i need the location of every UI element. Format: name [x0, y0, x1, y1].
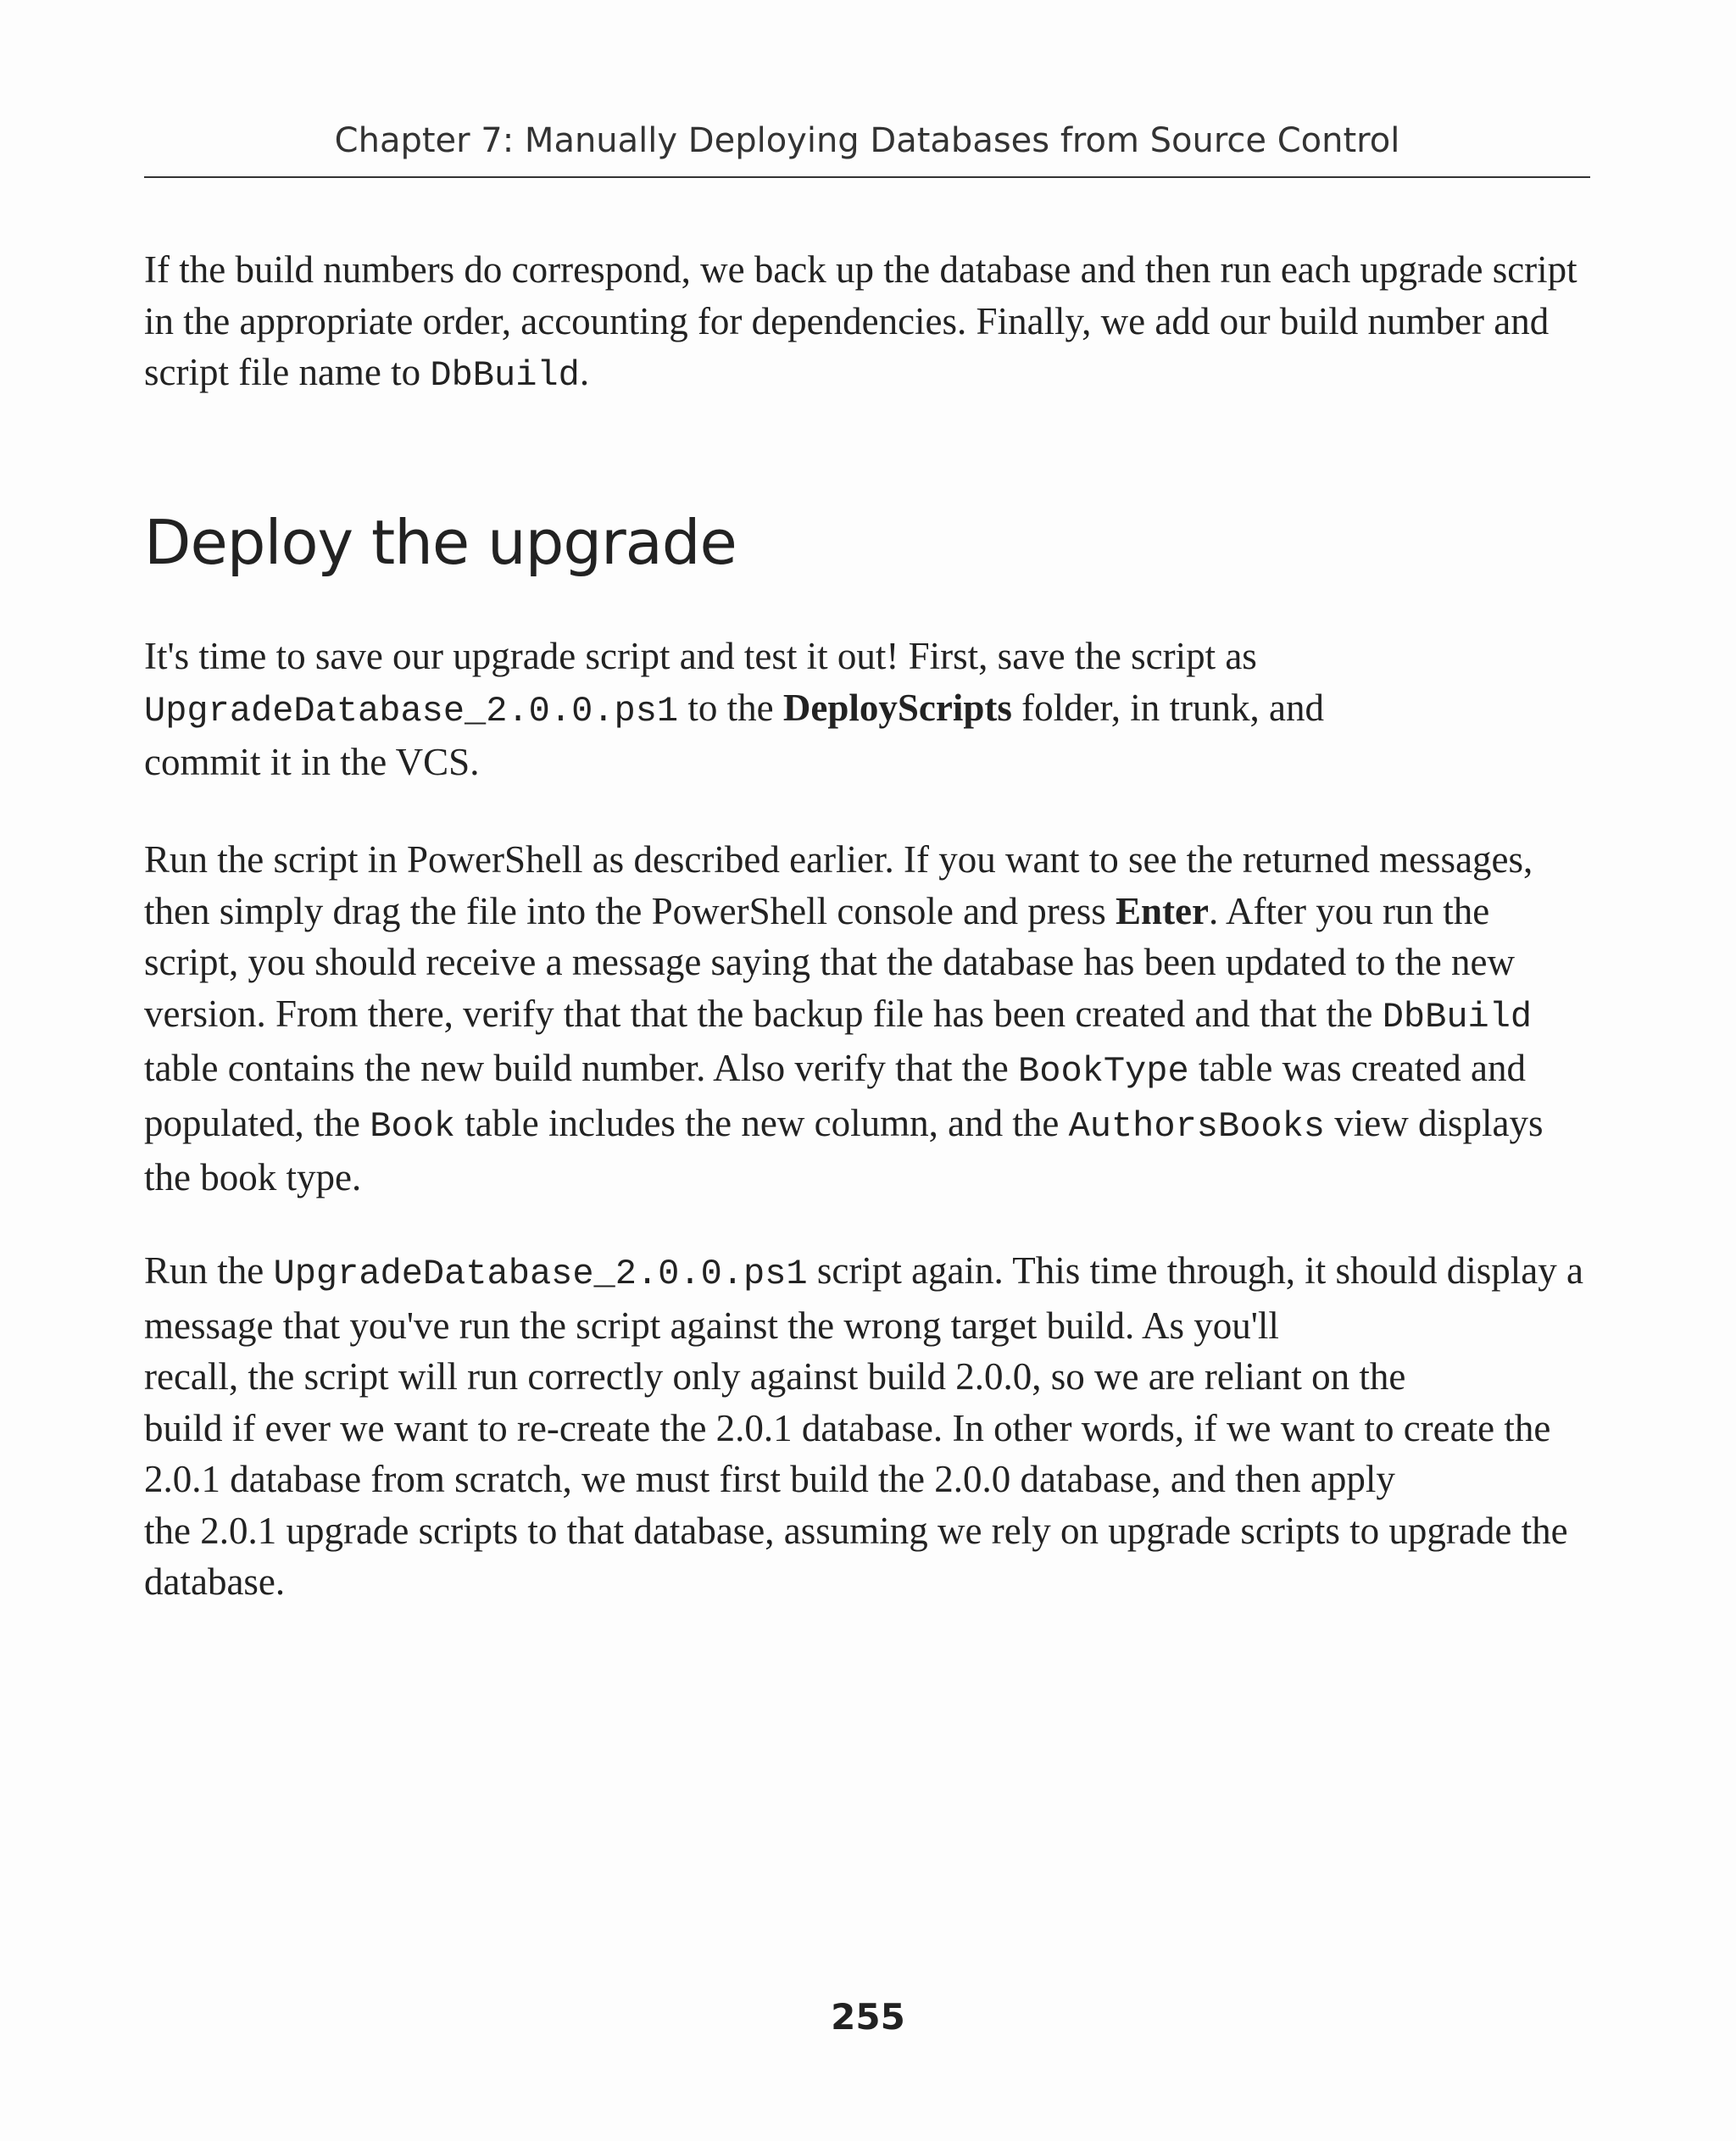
paragraph-text: table was created and populated, the [144, 1047, 1526, 1144]
paragraph-text: Run the script in PowerShell as described earlier. If you want to see the returned messages, then simply drag the file into the PowerShell console and press [144, 838, 1533, 932]
paragraph-text: Run the [144, 1249, 274, 1292]
code-booktype: BookType [1018, 1051, 1189, 1092]
paragraph-build-numbers [144, 244, 1590, 402]
code-dbbuild: DbBuild [1382, 996, 1533, 1037]
code-upgrade-script: UpgradeDatabase_2.0.0.ps1 [144, 690, 679, 731]
paragraph-text: build if ever we want to re-create the 2.0.1 database. In other words, if we want to create the 2.0.1 database from scratch, we must first build the 2.0.0 database, and then apply [144, 1406, 1551, 1500]
paragraph-text: folder, in trunk, and [1011, 686, 1324, 729]
page-number: 255 [831, 1996, 905, 2038]
bold-deployscripts: DeployScripts [782, 686, 1012, 729]
paragraph-text: It's time to save our upgrade script and test it out! First, save the script as [144, 635, 1257, 677]
header-rule [144, 176, 1590, 178]
paragraph-run-again [144, 1245, 1590, 1608]
paragraph-text: commit it in the VCS. [144, 741, 480, 783]
paragraph-text: If the build numbers do correspond, we back up the database and then run each upgrade script in the appropriate order, accounting for dependencies. Finally, we add our build number and script file name to [144, 248, 1577, 393]
paragraph-text: script again. This time through, it should display a message that you've run the script against the wrong target build. As you'll [144, 1249, 1583, 1347]
paragraph-text: . After you run the script, you should receive a message saying that the database has been updated to the new version. From there, verify that that the backup file has been created and that the [144, 889, 1515, 1035]
paragraph-text: . [579, 351, 590, 393]
paragraph-run-script [144, 834, 1590, 1204]
paragraph-text: recall, the script will run correctly only against build 2.0.0, so we are reliant on the [144, 1355, 1406, 1398]
code-upgrade-script: UpgradeDatabase_2.0.0.ps1 [273, 1254, 808, 1294]
code-book: Book [370, 1105, 456, 1147]
paragraph-save-script [144, 631, 1590, 788]
paragraph-text: table includes the new column, and the [455, 1101, 1069, 1144]
running-header: Chapter 7: Manually Deploying Databases from Source Control [334, 121, 1400, 160]
code-authorsbooks: AuthorsBooks [1068, 1105, 1326, 1147]
paragraph-text: the 2.0.1 upgrade scripts to that database, assuming we rely on upgrade scripts to upgrade the database. [144, 1509, 1568, 1603]
paragraph-text: view displays the book type. [144, 1101, 1544, 1198]
code-dbbuild: DbBuild [430, 355, 580, 396]
paragraph-text: to the [678, 686, 783, 729]
section-heading: Deploy the upgrade [144, 507, 737, 578]
paragraph-text: table contains the new build number. Also verify that the [144, 1047, 1019, 1089]
bold-enter: Enter [1116, 889, 1210, 932]
